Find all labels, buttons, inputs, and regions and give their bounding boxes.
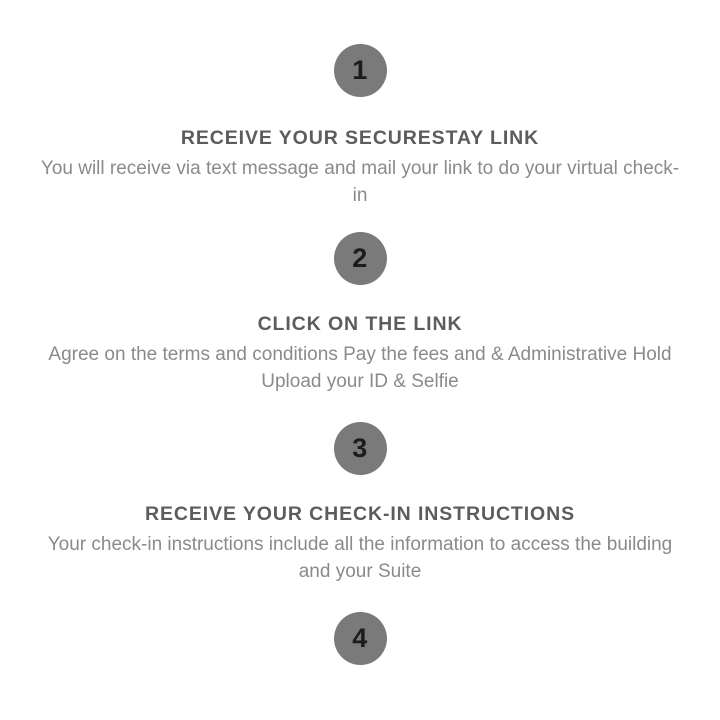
list-item (10, 422, 710, 586)
step-number-badge: 4 (334, 612, 387, 665)
step-title: RECEIVE YOUR CHECK-IN INSTRUCTIONS (144, 502, 576, 525)
step-title: CLICK ON THE LINK (257, 312, 463, 335)
step-number-badge: 1 (334, 44, 387, 97)
step-body: Your check-in instructions include all the information to access the building and your Suite (47, 533, 673, 582)
step-title: RECEIVE YOUR SECURESTAY LINK (180, 127, 540, 149)
step-number-badge: 2 (334, 232, 387, 285)
list-item (10, 232, 710, 396)
step-body: Agree on the terms and conditions Pay the fees and & Administrative Hold Upload your ID & Selfie (48, 343, 672, 392)
step-body: You will receive via text message and mail your link to do your virtual check-in (40, 158, 680, 206)
list-item (10, 44, 710, 210)
list-item (10, 612, 710, 665)
step-number-badge: 3 (334, 422, 387, 475)
